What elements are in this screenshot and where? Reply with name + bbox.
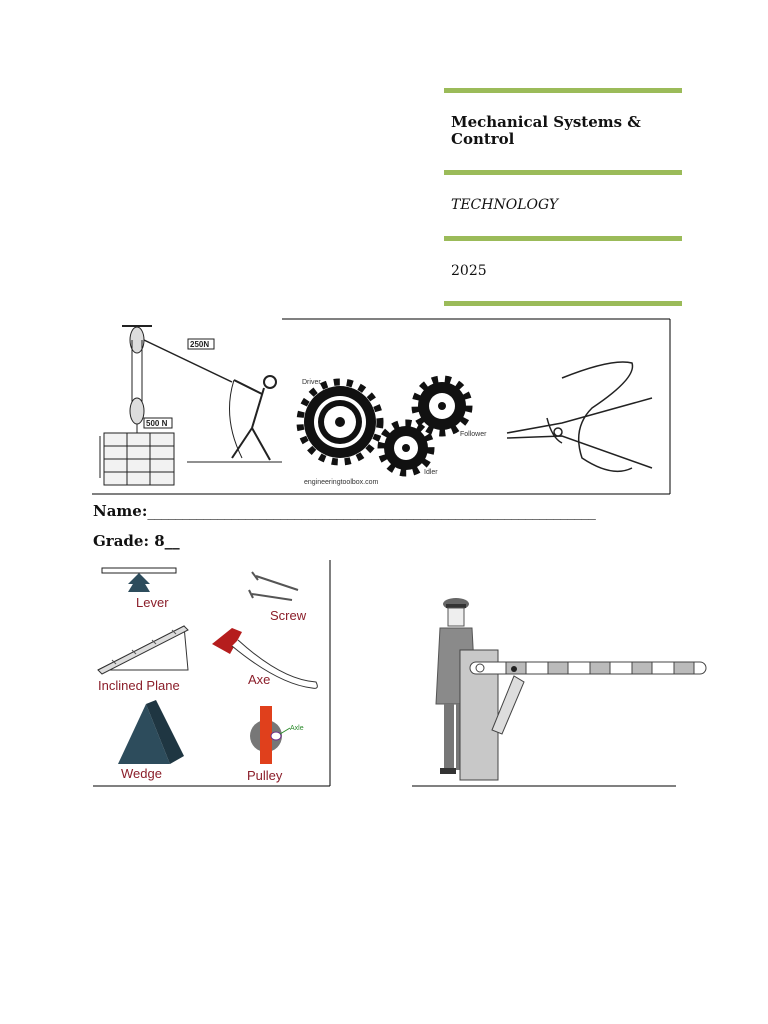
axle-label: Axle (290, 725, 304, 732)
force-label-load: 500 N (146, 419, 168, 428)
screw-label: Screw (270, 608, 307, 623)
screw-icon (249, 572, 298, 600)
pulley-label: Pulley (247, 768, 283, 783)
lever-icon (102, 568, 176, 592)
accent-bar-4 (444, 301, 682, 306)
accent-bar-2 (444, 170, 682, 175)
banner-illustration (92, 318, 672, 496)
man-pulling-icon (230, 376, 277, 460)
gear-label-driver: Driver (302, 379, 321, 386)
name-field[interactable] (93, 502, 595, 520)
axe-label: Axe (248, 672, 271, 687)
pulley-system-icon (100, 326, 282, 485)
grade-label: Grade: 8 (93, 532, 165, 550)
simple-machines-illustration (92, 560, 332, 788)
pliers-hand-icon (507, 362, 652, 471)
grade-blank: __ (164, 532, 180, 550)
lever-label: Lever (136, 595, 169, 610)
pulley-icon (250, 706, 290, 764)
inclined-plane-icon (98, 626, 188, 674)
year-label: 2025 (451, 263, 487, 279)
name-blank: ________________________________________________________________ (147, 502, 596, 520)
force-label-top: 250N (190, 340, 210, 349)
inclined-plane-label: Inclined Plane (98, 678, 180, 693)
gear-source-label: engineeringtoolbox.com (304, 479, 379, 486)
accent-bar-3 (444, 236, 682, 241)
boom-barrier-illustration (412, 594, 708, 788)
name-label: Name: (93, 502, 148, 520)
wedge-label: Wedge (121, 766, 162, 781)
document-title: Mechanical Systems & Control (451, 113, 641, 148)
accent-bar-1 (444, 88, 682, 93)
barrier-gate-icon (460, 650, 706, 780)
subject-label: TECHNOLOGY (451, 197, 559, 213)
gear-label-idler: Idler (424, 469, 438, 476)
wedge-icon (118, 700, 184, 764)
gear-label-follower: Follower (460, 431, 487, 438)
grade-field[interactable] (93, 532, 180, 550)
